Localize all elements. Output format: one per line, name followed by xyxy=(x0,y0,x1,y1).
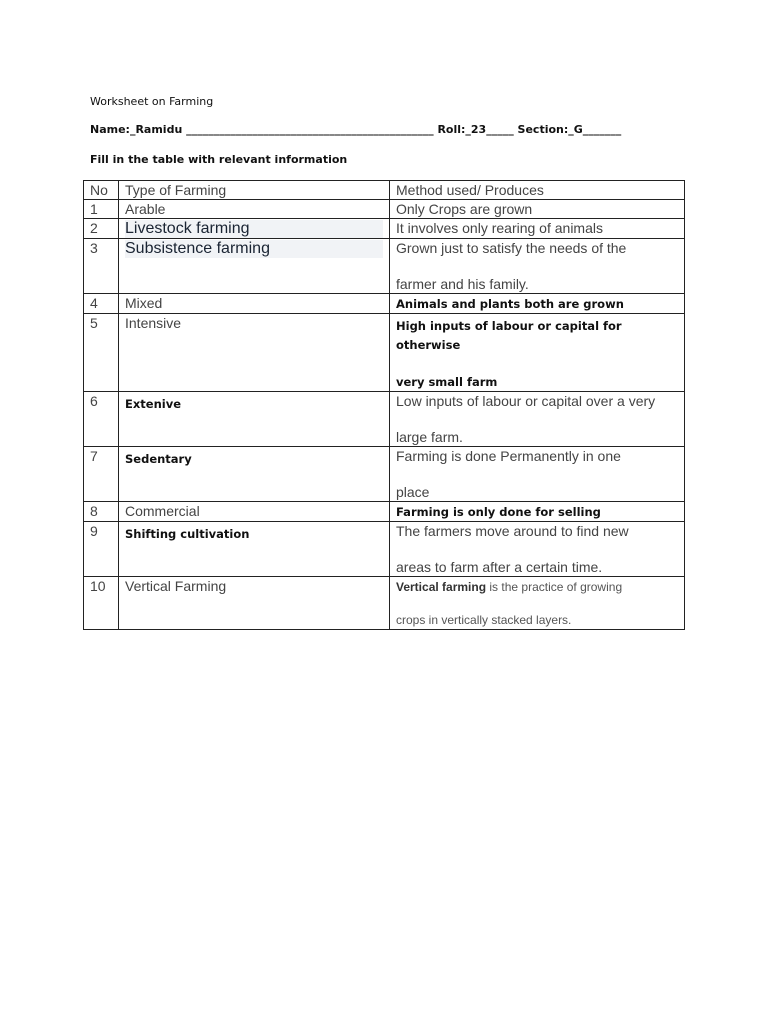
row-method: It involves only rearing of animals xyxy=(390,219,685,239)
row-method xyxy=(390,392,685,447)
row-type-text: Shifting cultivation xyxy=(125,527,250,541)
table-row xyxy=(84,219,685,239)
table-row xyxy=(84,239,685,294)
table-row xyxy=(84,200,685,219)
header-type: Type of Farming xyxy=(119,181,390,200)
method-line-1: The farmers move around to find new xyxy=(396,523,629,539)
row-no: 1 xyxy=(84,200,119,219)
table-row xyxy=(84,522,685,577)
table-row xyxy=(84,314,685,392)
method-line-1: Farming is only done for selling xyxy=(396,505,601,519)
method-line-2: large farm. xyxy=(396,429,463,445)
method-line-2: areas to farm after a certain time. xyxy=(396,559,603,575)
method-line-1: Farming is done Permanently in one xyxy=(396,448,621,464)
row-type-text: Subsistence farming xyxy=(125,240,383,258)
row-type: Vertical Farming xyxy=(119,577,390,630)
row-no: 10 xyxy=(84,577,119,630)
row-method: Only Crops are grown xyxy=(390,200,685,219)
row-method xyxy=(390,314,685,392)
row-type xyxy=(119,522,390,577)
row-no: 6 xyxy=(84,392,119,447)
method-line-1: Low inputs of labour or capital over a very xyxy=(396,393,656,409)
row-no: 4 xyxy=(84,294,119,314)
method-line-1 xyxy=(396,580,622,594)
row-type-text: Extenive xyxy=(125,397,181,411)
row-type: Arable xyxy=(119,200,390,219)
method-bold-term: Vertical farming xyxy=(396,580,487,594)
row-method xyxy=(390,294,685,314)
row-no: 8 xyxy=(84,502,119,522)
row-type xyxy=(119,447,390,502)
row-type xyxy=(119,239,390,294)
table-header-row xyxy=(84,181,685,200)
row-type-text: Sedentary xyxy=(125,452,192,466)
table-row xyxy=(84,294,685,314)
row-method xyxy=(390,522,685,577)
row-type: Mixed xyxy=(119,294,390,314)
method-line-2: farmer and his family. xyxy=(396,276,529,292)
row-type xyxy=(119,219,390,239)
header-no: No xyxy=(84,181,119,200)
table-row xyxy=(84,577,685,630)
table-row xyxy=(84,392,685,447)
method-line-1-rest: is the practice of growing xyxy=(486,580,623,594)
row-type: Commercial xyxy=(119,502,390,522)
worksheet-title: Worksheet on Farming xyxy=(90,95,214,108)
method-line-1: High inputs of labour or capital for otherwise xyxy=(396,319,622,352)
row-no: 5 xyxy=(84,314,119,392)
row-method xyxy=(390,239,685,294)
instruction-text: Fill in the table with relevant information xyxy=(90,153,348,166)
row-type xyxy=(119,392,390,447)
row-no: 2 xyxy=(84,219,119,239)
method-line-2: crops in vertically stacked layers. xyxy=(396,613,572,627)
method-line-1: Grown just to satisfy the needs of the xyxy=(396,240,627,256)
farming-table xyxy=(83,180,685,630)
row-no: 3 xyxy=(84,239,119,294)
table-row xyxy=(84,447,685,502)
table-row xyxy=(84,502,685,522)
name-roll-section-line: Name:_Ramidu _____________________________________________ Roll:_23_____ Section:_G_______ xyxy=(90,123,622,136)
method-line-1: Animals and plants both are grown xyxy=(396,297,624,311)
row-type-text: Livestock farming xyxy=(125,220,383,238)
header-method: Method used/ Produces xyxy=(390,181,685,200)
method-line-2: place xyxy=(396,484,430,500)
row-method xyxy=(390,502,685,522)
row-method xyxy=(390,577,685,630)
row-type: Intensive xyxy=(119,314,390,392)
row-no: 7 xyxy=(84,447,119,502)
row-no: 9 xyxy=(84,522,119,577)
method-line-2: very small farm xyxy=(396,375,498,389)
row-method xyxy=(390,447,685,502)
